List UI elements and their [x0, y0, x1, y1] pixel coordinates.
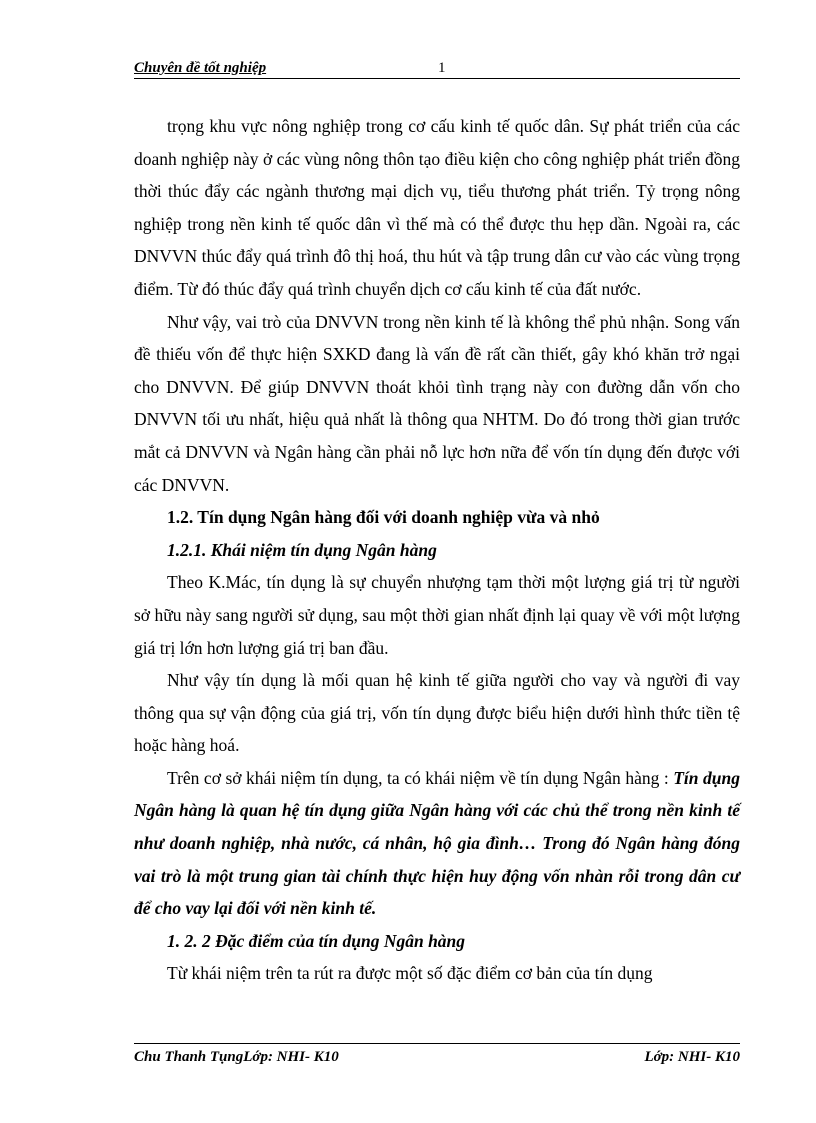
concept-intro: Trên cơ sở khái niệm tín dụng, ta có khái niệm về tín dụng Ngân hàng :: [167, 767, 669, 788]
page-number: 1: [438, 60, 446, 76]
paragraph-dnvvn-role: Như vậy, vai trò của DNVVN trong nền kinh tế là không thể phủ nhận. Song vấn đề thiếu vốn để thực hiện SXKD đang là vấn đề rất cần thiết, gây khó khăn trở ngại cho DNVVN. Để giúp DNVVN thoát khỏi tình trạng này con đường dẫn vốn cho DNVVN tối ưu nhất, hiệu quả nhất là thông qua NHTM. Do đó trong thời gian trước mắt cả DNVVN và Ngân hàng cần phải nỗ lực hơn nữa để vốn tín dụng đến được với các DNVVN.: [134, 311, 740, 495]
paragraph-bank-credit-concept: [134, 762, 740, 925]
paragraph-continuation: trọng khu vực nông nghiệp trong cơ cấu kinh tế quốc dân. Sự phát triển của các doanh nghiệp này ở các vùng nông thôn tạo điều kiện cho công nghiệp phát triển đồng thời thúc đẩy các ngành thương mại dịch vụ, tiểu thương phát triển. Tỷ trọng nông nghiệp trong nền kinh tế quốc dân vì thế mà có thể được thu hẹp dần. Ngoài ra, các DNVVN thúc đẩy quá trình đô thị hoá, thu hút và tập trung dân cư vào các vùng trọng điểm. Từ đó thúc đẩy quá trình chuyển dịch cơ cấu kinh tế của đất nước.: [134, 116, 740, 299]
section-heading-1-2: 1.2. Tín dụng Ngân hàng đối với doanh nghiệp vừa và nhỏ: [167, 507, 600, 528]
page-footer: [134, 1043, 740, 1066]
paragraph-marx-definition: Theo K.Mác, tín dụng là sự chuyển nhượng tạm thời một lượng giá trị từ người sở hữu này sang người sử dụng, sau một thời gian nhất định lại quay về với một lượng giá trị lớn hơn lượng giá trị ban đầu.: [134, 572, 740, 658]
document-title: Chuyên đề tốt nghiệp: [134, 60, 267, 76]
footer-class: Lớp: NHI- K10: [644, 1049, 740, 1065]
document-body: [134, 110, 740, 990]
page-header: [134, 58, 740, 79]
bank-credit-definition: Tín dụng Ngân hàng là quan hệ tín dụng giữa Ngân hàng với các chủ thể trong nền kinh tế như doanh nghiệp, nhà nước, cá nhân, hộ gia đình… Trong đó Ngân hàng đóng vai trò là một trung gian tài chính thực hiện huy động vốn nhàn rỗi trong dân cư để cho vay lại đối với nền kinh tế.: [134, 767, 740, 919]
paragraph-credit-relationship: Như vậy tín dụng là mối quan hệ kinh tế giữa người cho vay và người đi vay thông qua sự vận động của giá trị, vốn tín dụng được biểu hiện dưới hình thức tiền tệ hoặc hàng hoá.: [134, 670, 740, 756]
section-heading-1-2-1: 1.2.1. Khái niệm tín dụng Ngân hàng: [167, 539, 437, 560]
section-heading-1-2-2: 1. 2. 2 Đặc điểm của tín dụng Ngân hàng: [167, 930, 466, 951]
footer-author: Chu Thanh TụngLớp: NHI- K10: [134, 1049, 339, 1065]
paragraph-characteristics-intro: Từ khái niệm trên ta rút ra được một số đặc điểm cơ bản của tín dụng: [167, 963, 653, 984]
